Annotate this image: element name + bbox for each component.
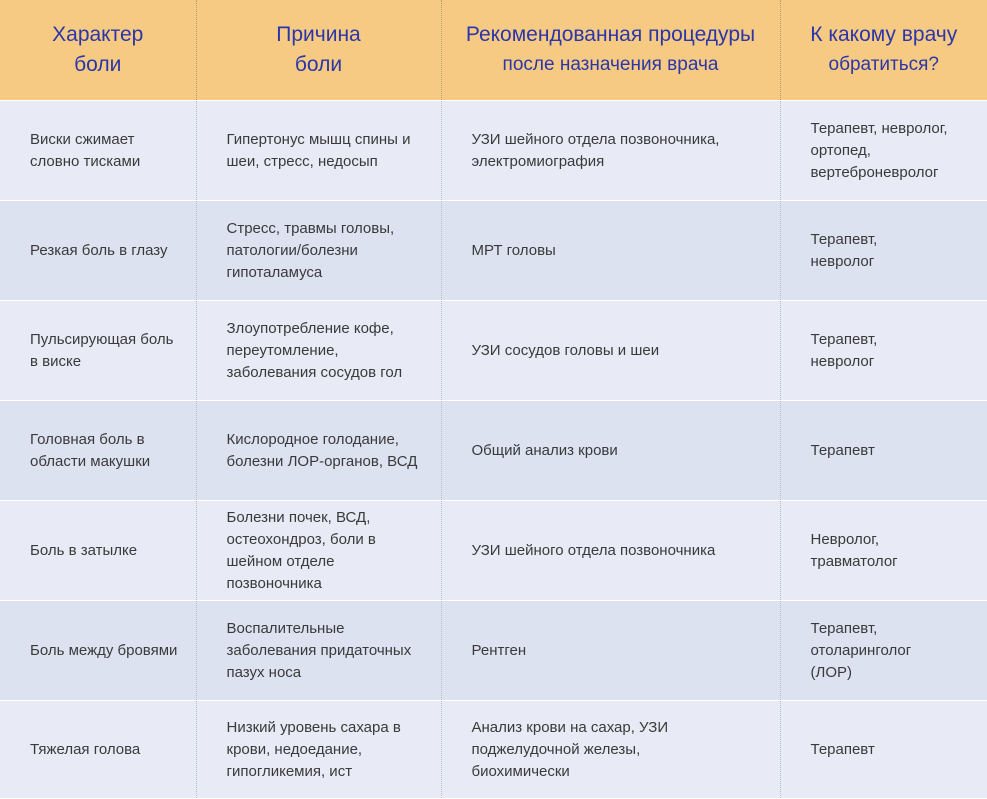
header-doctor	[780, 0, 987, 101]
header-line: Рекомендованная процедуры	[465, 23, 756, 46]
cell-doctor: Терапевт, невролог	[780, 201, 987, 301]
cell-doctor: Терапевт, невролог, ортопед, вертеброневролог	[780, 101, 987, 201]
header-line: обратиться?	[828, 54, 939, 75]
cell-cause: Злоупотребление кофе, переутомление, заболевания сосудов гол	[196, 301, 441, 401]
cell-procedure: УЗИ сосудов головы и шеи	[441, 301, 780, 401]
cell-doctor: Терапевт	[780, 401, 987, 501]
cell-character: Виски сжимает словно тисками	[0, 101, 196, 201]
cell-cause: Стресс, травмы головы, патологии/болезни гипоталамуса	[196, 201, 441, 301]
cell-procedure: Рентген	[441, 601, 780, 701]
table-row	[0, 601, 987, 701]
cell-procedure: УЗИ шейного отдела позвоночника, электромиография	[441, 101, 780, 201]
cell-procedure: МРТ головы	[441, 201, 780, 301]
header-character	[0, 0, 196, 101]
cell-procedure: Общий анализ крови	[441, 401, 780, 501]
cell-character: Пульсирующая боль в виске	[0, 301, 196, 401]
header-procedure	[441, 0, 780, 101]
cell-cause: Низкий уровень сахара в крови, недоедание, гипогликемия, ист	[196, 701, 441, 799]
header-line: после назначения врача	[502, 54, 719, 75]
table-header	[0, 0, 987, 101]
header-line: Причина	[276, 23, 361, 46]
cell-procedure: УЗИ шейного отдела позвоночника	[441, 501, 780, 601]
cell-character: Тяжелая голова	[0, 701, 196, 799]
cell-procedure: Анализ крови на сахар, УЗИ поджелудочной железы, биохимически	[441, 701, 780, 799]
cell-doctor: Терапевт, невролог	[780, 301, 987, 401]
header-line: Характер	[52, 23, 144, 46]
cell-cause: Кислородное голодание, болезни ЛОР-органов, ВСД	[196, 401, 441, 501]
cell-character: Боль в затылке	[0, 501, 196, 601]
table-row	[0, 701, 987, 799]
cell-character: Резкая боль в глазу	[0, 201, 196, 301]
cell-cause: Гипертонус мышц спины и шеи, стресс, недосып	[196, 101, 441, 201]
table-row	[0, 501, 987, 601]
table-body	[0, 101, 987, 799]
cell-doctor: Терапевт, отоларинголог (ЛОР)	[780, 601, 987, 701]
cell-cause: Воспалительные заболевания придаточных пазух носа	[196, 601, 441, 701]
table-row	[0, 401, 987, 501]
table-row	[0, 101, 987, 201]
header-cause	[196, 0, 441, 101]
header-line: боли	[294, 53, 343, 76]
header-row	[0, 0, 987, 101]
header-line: К какому врачу	[810, 23, 958, 46]
cell-doctor: Невролог, травматолог	[780, 501, 987, 601]
cell-character: Головная боль в области макушки	[0, 401, 196, 501]
header-line: боли	[74, 53, 122, 76]
table-row	[0, 301, 987, 401]
cell-cause: Болезни почек, ВСД, остеохондроз, боли в шейном отделе позвоночника	[196, 501, 441, 601]
table-row	[0, 201, 987, 301]
cell-doctor: Терапевт	[780, 701, 987, 799]
cell-character: Боль между бровями	[0, 601, 196, 701]
